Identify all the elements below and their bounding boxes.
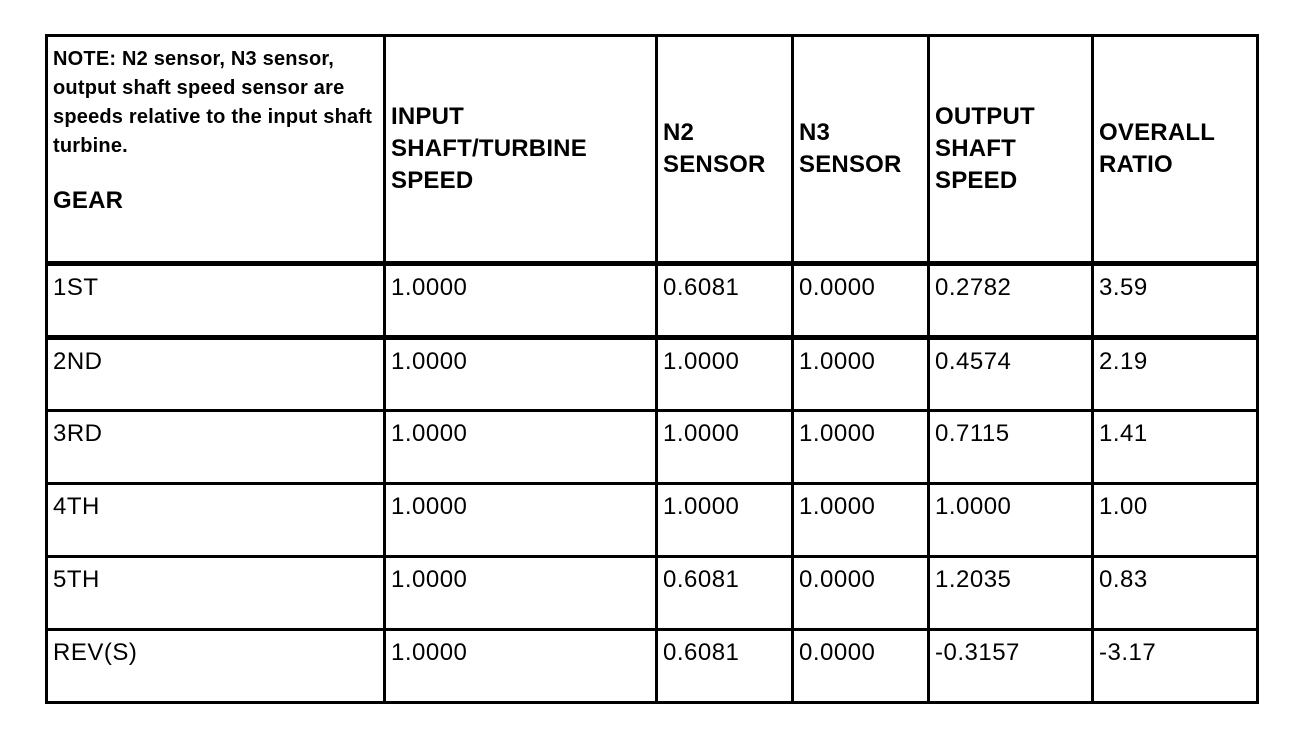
table-row [47,411,1258,484]
ratio-cell: 1.00 [1093,484,1258,557]
gear-cell: REV(S) [47,630,385,703]
output-speed-cell: -0.3157 [929,630,1093,703]
ratio-cell: 1.41 [1093,411,1258,484]
gear-ratio-table [45,34,1259,704]
table-header-row [47,36,1258,264]
table-row [47,264,1258,338]
header-output-speed: OUTPUT SHAFT SPEED [929,36,1093,264]
table-row [47,338,1258,411]
output-speed-cell: 0.2782 [929,264,1093,338]
n3-cell: 1.0000 [793,411,929,484]
header-gear-cell [47,36,385,264]
header-n2-sensor: N2 SENSOR [657,36,793,264]
input-speed-cell: 1.0000 [385,557,657,630]
n2-cell: 0.6081 [657,264,793,338]
table-row [47,484,1258,557]
header-overall-ratio: OVERALL RATIO [1093,36,1258,264]
n2-cell: 0.6081 [657,630,793,703]
header-gear: GEAR [53,187,124,214]
n3-cell: 1.0000 [793,338,929,411]
gear-cell: 4TH [47,484,385,557]
output-speed-cell: 1.0000 [929,484,1093,557]
output-speed-cell: 0.7115 [929,411,1093,484]
output-speed-cell: 0.4574 [929,338,1093,411]
gear-cell: 1ST [47,264,385,338]
input-speed-cell: 1.0000 [385,411,657,484]
gear-cell: 3RD [47,411,385,484]
sensor-note: NOTE: N2 sensor, N3 sensor, output shaft speed sensor are speeds relative to the input shaft turbine. [53,48,373,157]
input-speed-cell: 1.0000 [385,484,657,557]
input-speed-cell: 1.0000 [385,338,657,411]
input-speed-cell: 1.0000 [385,630,657,703]
ratio-cell: -3.17 [1093,630,1258,703]
n2-cell: 1.0000 [657,484,793,557]
table-row [47,630,1258,703]
gear-cell: 2ND [47,338,385,411]
table-row [47,557,1258,630]
input-speed-cell: 1.0000 [385,264,657,338]
header-input-speed: INPUT SHAFT/TURBINE SPEED [385,36,657,264]
n2-cell: 0.6081 [657,557,793,630]
gear-cell: 5TH [47,557,385,630]
ratio-cell: 0.83 [1093,557,1258,630]
n3-cell: 0.0000 [793,630,929,703]
n3-cell: 0.0000 [793,557,929,630]
ratio-cell: 3.59 [1093,264,1258,338]
n2-cell: 1.0000 [657,411,793,484]
n3-cell: 1.0000 [793,484,929,557]
n3-cell: 0.0000 [793,264,929,338]
n2-cell: 1.0000 [657,338,793,411]
output-speed-cell: 1.2035 [929,557,1093,630]
ratio-cell: 2.19 [1093,338,1258,411]
header-n3-sensor: N3 SENSOR [793,36,929,264]
